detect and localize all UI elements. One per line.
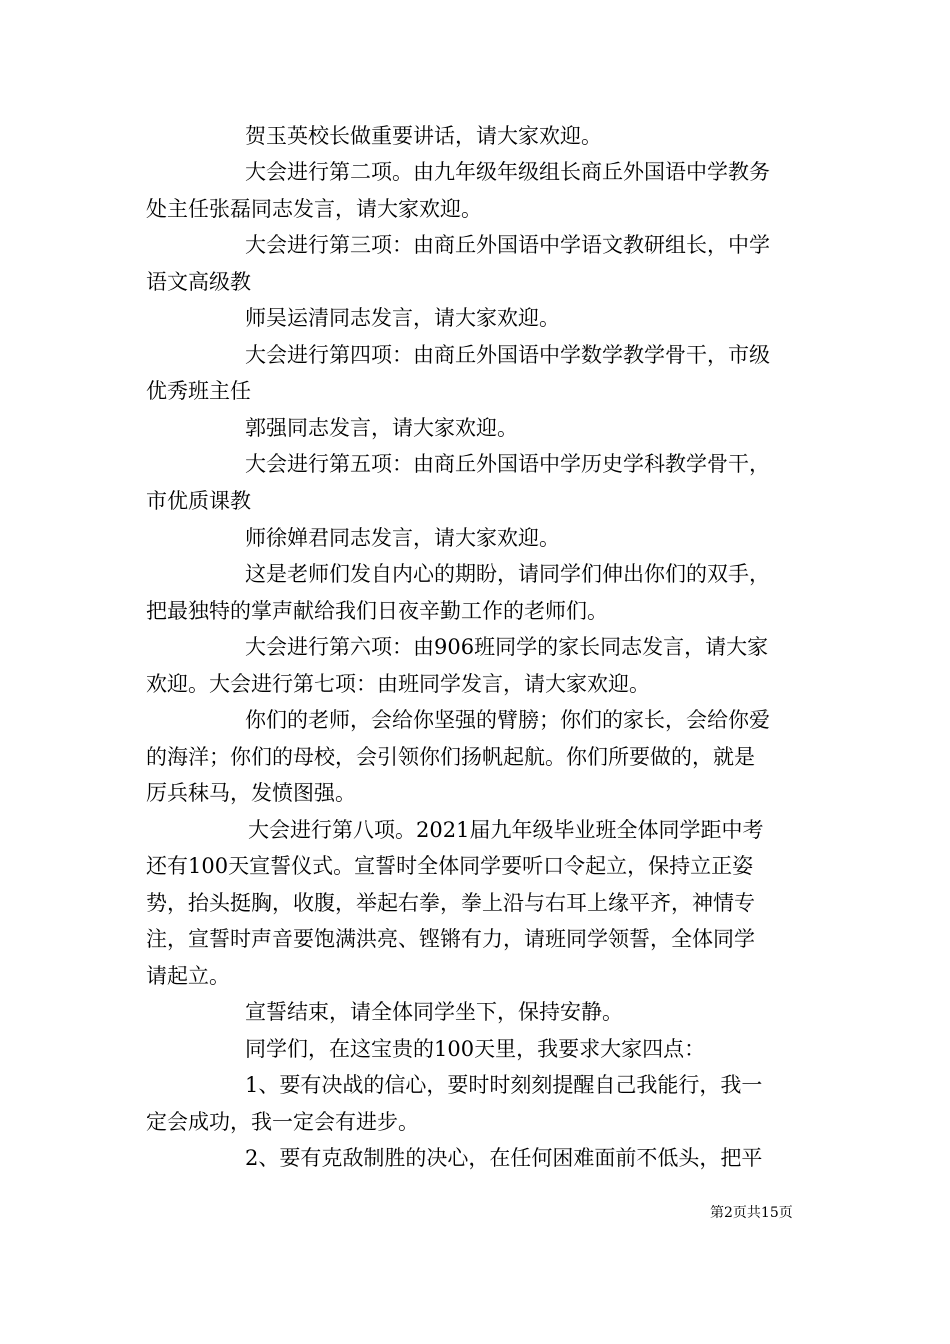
text-line: 师吴运清同志发言，请大家欢迎。 (245, 306, 560, 330)
text-line: 优秀班主任 (146, 379, 251, 403)
text-line: 处主任张磊同志发言，请大家欢迎。 (146, 197, 482, 221)
text-line: 大会进行第五项：由商丘外国语中学历史学科教学骨干， (245, 452, 770, 476)
text-line: 市优质课教 (146, 489, 251, 513)
text-line: 还有100天宣誓仪式。宣誓时全体同学要听口令起立，保持立正姿 (146, 854, 754, 878)
text-line: 势，抬头挺胸，收腹，举起右拳，拳上沿与右耳上缘平齐，神情专 (146, 891, 755, 915)
text-line: 大会进行第八项。2021届九年级毕业班全体同学距中考 (248, 818, 764, 842)
text-line: 把最独特的掌声献给我们日夜辛勤工作的老师们。 (146, 599, 608, 623)
text-line: 注，宣誓时声音要饱满洪亮、铿锵有力，请班同学领誓，全体同学 (146, 927, 755, 951)
text-line: 语文高级教 (146, 270, 251, 294)
text-line: 厉兵秣马，发愤图强。 (146, 781, 356, 805)
text-line: 1、要有决战的信心，要时时刻刻提醒自己我能行，我一 (245, 1073, 763, 1097)
text-line: 郭强同志发言，请大家欢迎。 (245, 416, 518, 440)
text-line: 大会进行第三项：由商丘外国语中学语文教研组长，中学 (245, 233, 770, 257)
text-line: 定会成功，我一定会有进步。 (146, 1110, 419, 1134)
text-line: 请起立。 (146, 964, 230, 988)
text-line: 你们的老师，会给你坚强的臂膀；你们的家长，会给你爱 (245, 708, 770, 732)
text-line: 这是老师们发自内心的期盼，请同学们伸出你们的双手， (245, 562, 770, 586)
text-line: 同学们，在这宝贵的100天里，我要求大家四点： (245, 1037, 706, 1061)
text-line: 2、要有克敌制胜的决心，在任何困难面前不低头，把平 (245, 1146, 763, 1170)
text-line: 贺玉英校长做重要讲话，请大家欢迎。 (245, 124, 602, 148)
text-line: 的海洋；你们的母校，会引领你们扬帆起航。你们所要做的，就是 (146, 745, 755, 769)
page-number: 第2页共15页 (710, 1205, 793, 1221)
text-line: 师徐婵君同志发言，请大家欢迎。 (245, 526, 560, 550)
text-line: 大会进行第二项。由九年级年级组长商丘外国语中学教务 (245, 160, 770, 184)
text-line: 欢迎。大会进行第七项：由班同学发言，请大家欢迎。 (146, 672, 650, 696)
text-line: 大会进行第四项：由商丘外国语中学数学教学骨干，市级 (245, 343, 770, 367)
text-line: 宣誓结束，请全体同学坐下，保持安静。 (245, 1000, 623, 1024)
text-line: 大会进行第六项：由906班同学的家长同志发言，请大家 (245, 635, 769, 659)
